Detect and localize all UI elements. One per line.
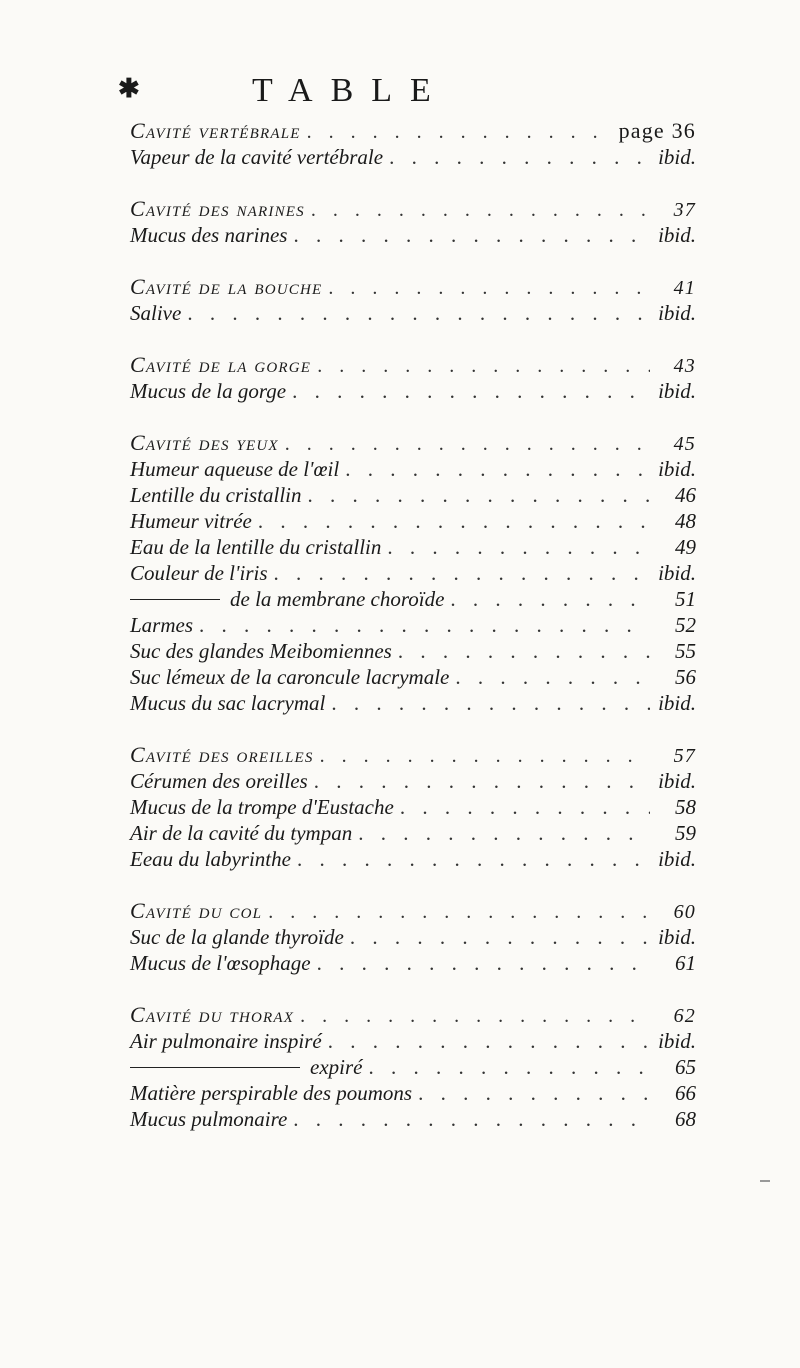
toc-entry-row bbox=[130, 768, 696, 794]
toc-entry-row bbox=[130, 456, 696, 482]
dot-leader bbox=[285, 431, 650, 457]
entry-text: Suc lémeux de la caroncule lacrymale bbox=[130, 665, 450, 689]
entry-label bbox=[130, 612, 193, 638]
entry-text: Mucus de la gorge bbox=[130, 379, 287, 403]
entry-label bbox=[130, 300, 181, 326]
dot-leader bbox=[258, 508, 650, 534]
toc-entry-row bbox=[130, 612, 696, 638]
entry-label bbox=[130, 1106, 287, 1132]
entry-text: Suc de la glande thyroïde bbox=[130, 925, 344, 949]
toc-section bbox=[130, 1002, 696, 1132]
table-of-contents bbox=[130, 118, 696, 1158]
page-number: 66 bbox=[675, 1081, 696, 1105]
entry-text: Mucus de la trompe d'Eustache bbox=[130, 795, 394, 819]
section-title bbox=[130, 274, 322, 300]
entry-label bbox=[130, 1054, 362, 1080]
page-number: ibid. bbox=[658, 847, 696, 871]
toc-entry-row bbox=[130, 1106, 696, 1132]
section-title bbox=[130, 430, 279, 456]
entry-label bbox=[130, 768, 308, 794]
entry-label bbox=[130, 638, 392, 664]
entry-text: expiré bbox=[310, 1055, 363, 1079]
entry-label bbox=[130, 456, 339, 482]
entry-label bbox=[130, 664, 449, 690]
entry-label bbox=[130, 1028, 322, 1054]
page-number: 51 bbox=[675, 587, 696, 611]
entry-text: Eeau du labyrinthe bbox=[130, 847, 291, 871]
entry-label bbox=[130, 534, 381, 560]
page-number: 48 bbox=[675, 509, 696, 533]
entry-label bbox=[130, 846, 291, 872]
page-number: ibid. bbox=[658, 457, 696, 481]
toc-entry-row bbox=[130, 300, 696, 326]
dot-leader bbox=[297, 846, 650, 872]
entry-label bbox=[130, 378, 286, 404]
dot-leader bbox=[199, 612, 650, 638]
page-number: 43 bbox=[673, 355, 696, 377]
entry-text: Matière perspirable des poumons bbox=[130, 1081, 413, 1105]
toc-entry-row bbox=[130, 534, 696, 560]
toc-entry-row bbox=[130, 144, 696, 170]
entry-text: Cavité des narines bbox=[130, 196, 305, 221]
toc-entry-row bbox=[130, 482, 696, 508]
page-number: 57 bbox=[673, 745, 696, 767]
asterisk-icon: ✱ bbox=[118, 74, 140, 104]
dot-leader bbox=[350, 924, 650, 950]
entry-label bbox=[130, 586, 444, 612]
dot-leader bbox=[398, 638, 650, 664]
toc-entry-row bbox=[130, 820, 696, 846]
page-number: 49 bbox=[675, 535, 696, 559]
entry-text: Cavité des oreilles bbox=[130, 742, 314, 767]
toc-entry-row bbox=[130, 1080, 696, 1106]
page-number: 60 bbox=[673, 901, 696, 923]
toc-section bbox=[130, 352, 696, 404]
entry-label bbox=[130, 794, 394, 820]
dot-leader bbox=[307, 119, 613, 145]
entry-text: Cavité de la gorge bbox=[130, 352, 312, 377]
toc-heading-row bbox=[130, 430, 696, 456]
entry-text: Vapeur de la cavité vertébrale bbox=[130, 145, 384, 169]
section-title bbox=[130, 352, 311, 378]
ditto-dash bbox=[130, 1067, 300, 1068]
section-title bbox=[130, 196, 305, 222]
toc-entry-row bbox=[130, 924, 696, 950]
page-number: 52 bbox=[675, 613, 696, 637]
dot-leader bbox=[274, 560, 651, 586]
page-title: TABLE bbox=[252, 72, 449, 109]
toc-entry-row bbox=[130, 378, 696, 404]
entry-text: Mucus des narines bbox=[130, 223, 288, 247]
dot-leader bbox=[418, 1080, 650, 1106]
toc-entry-row bbox=[130, 222, 696, 248]
toc-section bbox=[130, 118, 696, 170]
toc-entry-row bbox=[130, 508, 696, 534]
page-number: 58 bbox=[675, 795, 696, 819]
entry-text: Cavité vertébrale bbox=[130, 118, 301, 143]
toc-entry-row bbox=[130, 560, 696, 586]
page-number: ibid. bbox=[658, 145, 696, 169]
toc-heading-row bbox=[130, 742, 696, 768]
dot-leader bbox=[345, 456, 650, 482]
entry-label bbox=[130, 924, 344, 950]
dot-leader bbox=[368, 1054, 650, 1080]
section-title bbox=[130, 898, 262, 924]
dot-leader bbox=[317, 353, 650, 379]
toc-entry-row bbox=[130, 1028, 696, 1054]
page-number: 55 bbox=[675, 639, 696, 663]
dot-leader bbox=[308, 482, 651, 508]
page-number: ibid. bbox=[658, 223, 696, 247]
entry-text: Cavité de la bouche bbox=[130, 274, 323, 299]
dot-leader bbox=[331, 690, 650, 716]
entry-text: Cavité du thorax bbox=[130, 1002, 295, 1027]
entry-text: Couleur de l'iris bbox=[130, 561, 268, 585]
toc-entry-row bbox=[130, 638, 696, 664]
toc-entry-row bbox=[130, 1054, 696, 1080]
page-number: ibid. bbox=[658, 379, 696, 403]
section-title bbox=[130, 742, 314, 768]
entry-text: Lentille du cristallin bbox=[130, 483, 302, 507]
entry-text: Mucus de l'œsophage bbox=[130, 951, 311, 975]
page-number: page 36 bbox=[618, 118, 696, 143]
toc-section bbox=[130, 898, 696, 976]
entry-text: Suc des glandes Meibomiennes bbox=[130, 639, 392, 663]
ditto-dash bbox=[130, 599, 220, 600]
entry-label bbox=[130, 144, 383, 170]
dot-leader bbox=[314, 768, 650, 794]
entry-label bbox=[130, 222, 287, 248]
entry-label bbox=[130, 690, 325, 716]
page-number: 37 bbox=[673, 199, 696, 221]
entry-label bbox=[130, 560, 268, 586]
dot-leader bbox=[328, 1028, 650, 1054]
entry-text: Air pulmonaire inspiré bbox=[130, 1029, 322, 1053]
toc-entry-row bbox=[130, 664, 696, 690]
toc-entry-row bbox=[130, 586, 696, 612]
entry-text: Eau de la lentille du cristallin bbox=[130, 535, 382, 559]
toc-section bbox=[130, 274, 696, 326]
dot-leader bbox=[293, 222, 650, 248]
dot-leader bbox=[320, 743, 650, 769]
margin-mark bbox=[760, 1180, 770, 1182]
entry-text: Larmes bbox=[130, 613, 194, 637]
page-number: ibid. bbox=[658, 925, 696, 949]
page-number: ibid. bbox=[658, 561, 696, 585]
dot-leader bbox=[292, 378, 650, 404]
entry-label bbox=[130, 950, 311, 976]
entry-text: Air de la cavité du tympan bbox=[130, 821, 353, 845]
dot-leader bbox=[389, 144, 650, 170]
entry-text: Mucus pulmonaire bbox=[130, 1107, 288, 1131]
entry-text: Humeur aqueuse de l'œil bbox=[130, 457, 340, 481]
dot-leader bbox=[455, 664, 650, 690]
entry-text: Salive bbox=[130, 301, 182, 325]
entry-label bbox=[130, 1080, 412, 1106]
entry-label bbox=[130, 482, 302, 508]
toc-section bbox=[130, 430, 696, 716]
entry-text: Humeur vitrée bbox=[130, 509, 252, 533]
page-number: 59 bbox=[675, 821, 696, 845]
page-number: ibid. bbox=[658, 691, 696, 715]
entry-text: Cavité du col bbox=[130, 898, 263, 923]
page-number: 61 bbox=[675, 951, 696, 975]
toc-section bbox=[130, 196, 696, 248]
toc-heading-row bbox=[130, 274, 696, 300]
section-title bbox=[130, 118, 301, 144]
page-header bbox=[118, 72, 538, 112]
toc-heading-row bbox=[130, 352, 696, 378]
dot-leader bbox=[358, 820, 650, 846]
dot-leader bbox=[328, 275, 650, 301]
dot-leader bbox=[317, 950, 650, 976]
dot-leader bbox=[268, 899, 650, 925]
dot-leader bbox=[387, 534, 650, 560]
page-number: 68 bbox=[675, 1107, 696, 1131]
toc-entry-row bbox=[130, 846, 696, 872]
dot-leader bbox=[311, 197, 650, 223]
entry-label bbox=[130, 820, 352, 846]
page-number: ibid. bbox=[658, 769, 696, 793]
toc-heading-row bbox=[130, 196, 696, 222]
page-number: 41 bbox=[673, 277, 696, 299]
page-number: 45 bbox=[673, 433, 696, 455]
page-number: ibid. bbox=[658, 301, 696, 325]
entry-text: Mucus du sac lacrymal bbox=[130, 691, 326, 715]
page-number: 65 bbox=[675, 1055, 696, 1079]
entry-label bbox=[130, 508, 252, 534]
toc-heading-row bbox=[130, 118, 696, 144]
entry-text: de la membrane choroïde bbox=[230, 587, 445, 611]
page-number: 46 bbox=[675, 483, 696, 507]
toc-heading-row bbox=[130, 898, 696, 924]
entry-text: Cérumen des oreilles bbox=[130, 769, 308, 793]
toc-entry-row bbox=[130, 950, 696, 976]
page-number: 56 bbox=[675, 665, 696, 689]
dot-leader bbox=[400, 794, 650, 820]
dot-leader bbox=[300, 1003, 650, 1029]
toc-heading-row bbox=[130, 1002, 696, 1028]
section-title bbox=[130, 1002, 294, 1028]
dot-leader bbox=[293, 1106, 650, 1132]
dot-leader bbox=[450, 586, 650, 612]
entry-text: Cavité des yeux bbox=[130, 430, 279, 455]
dot-leader bbox=[187, 300, 650, 326]
page-number: 62 bbox=[673, 1005, 696, 1027]
toc-entry-row bbox=[130, 794, 696, 820]
page-number: ibid. bbox=[658, 1029, 696, 1053]
toc-section bbox=[130, 742, 696, 872]
toc-entry-row bbox=[130, 690, 696, 716]
